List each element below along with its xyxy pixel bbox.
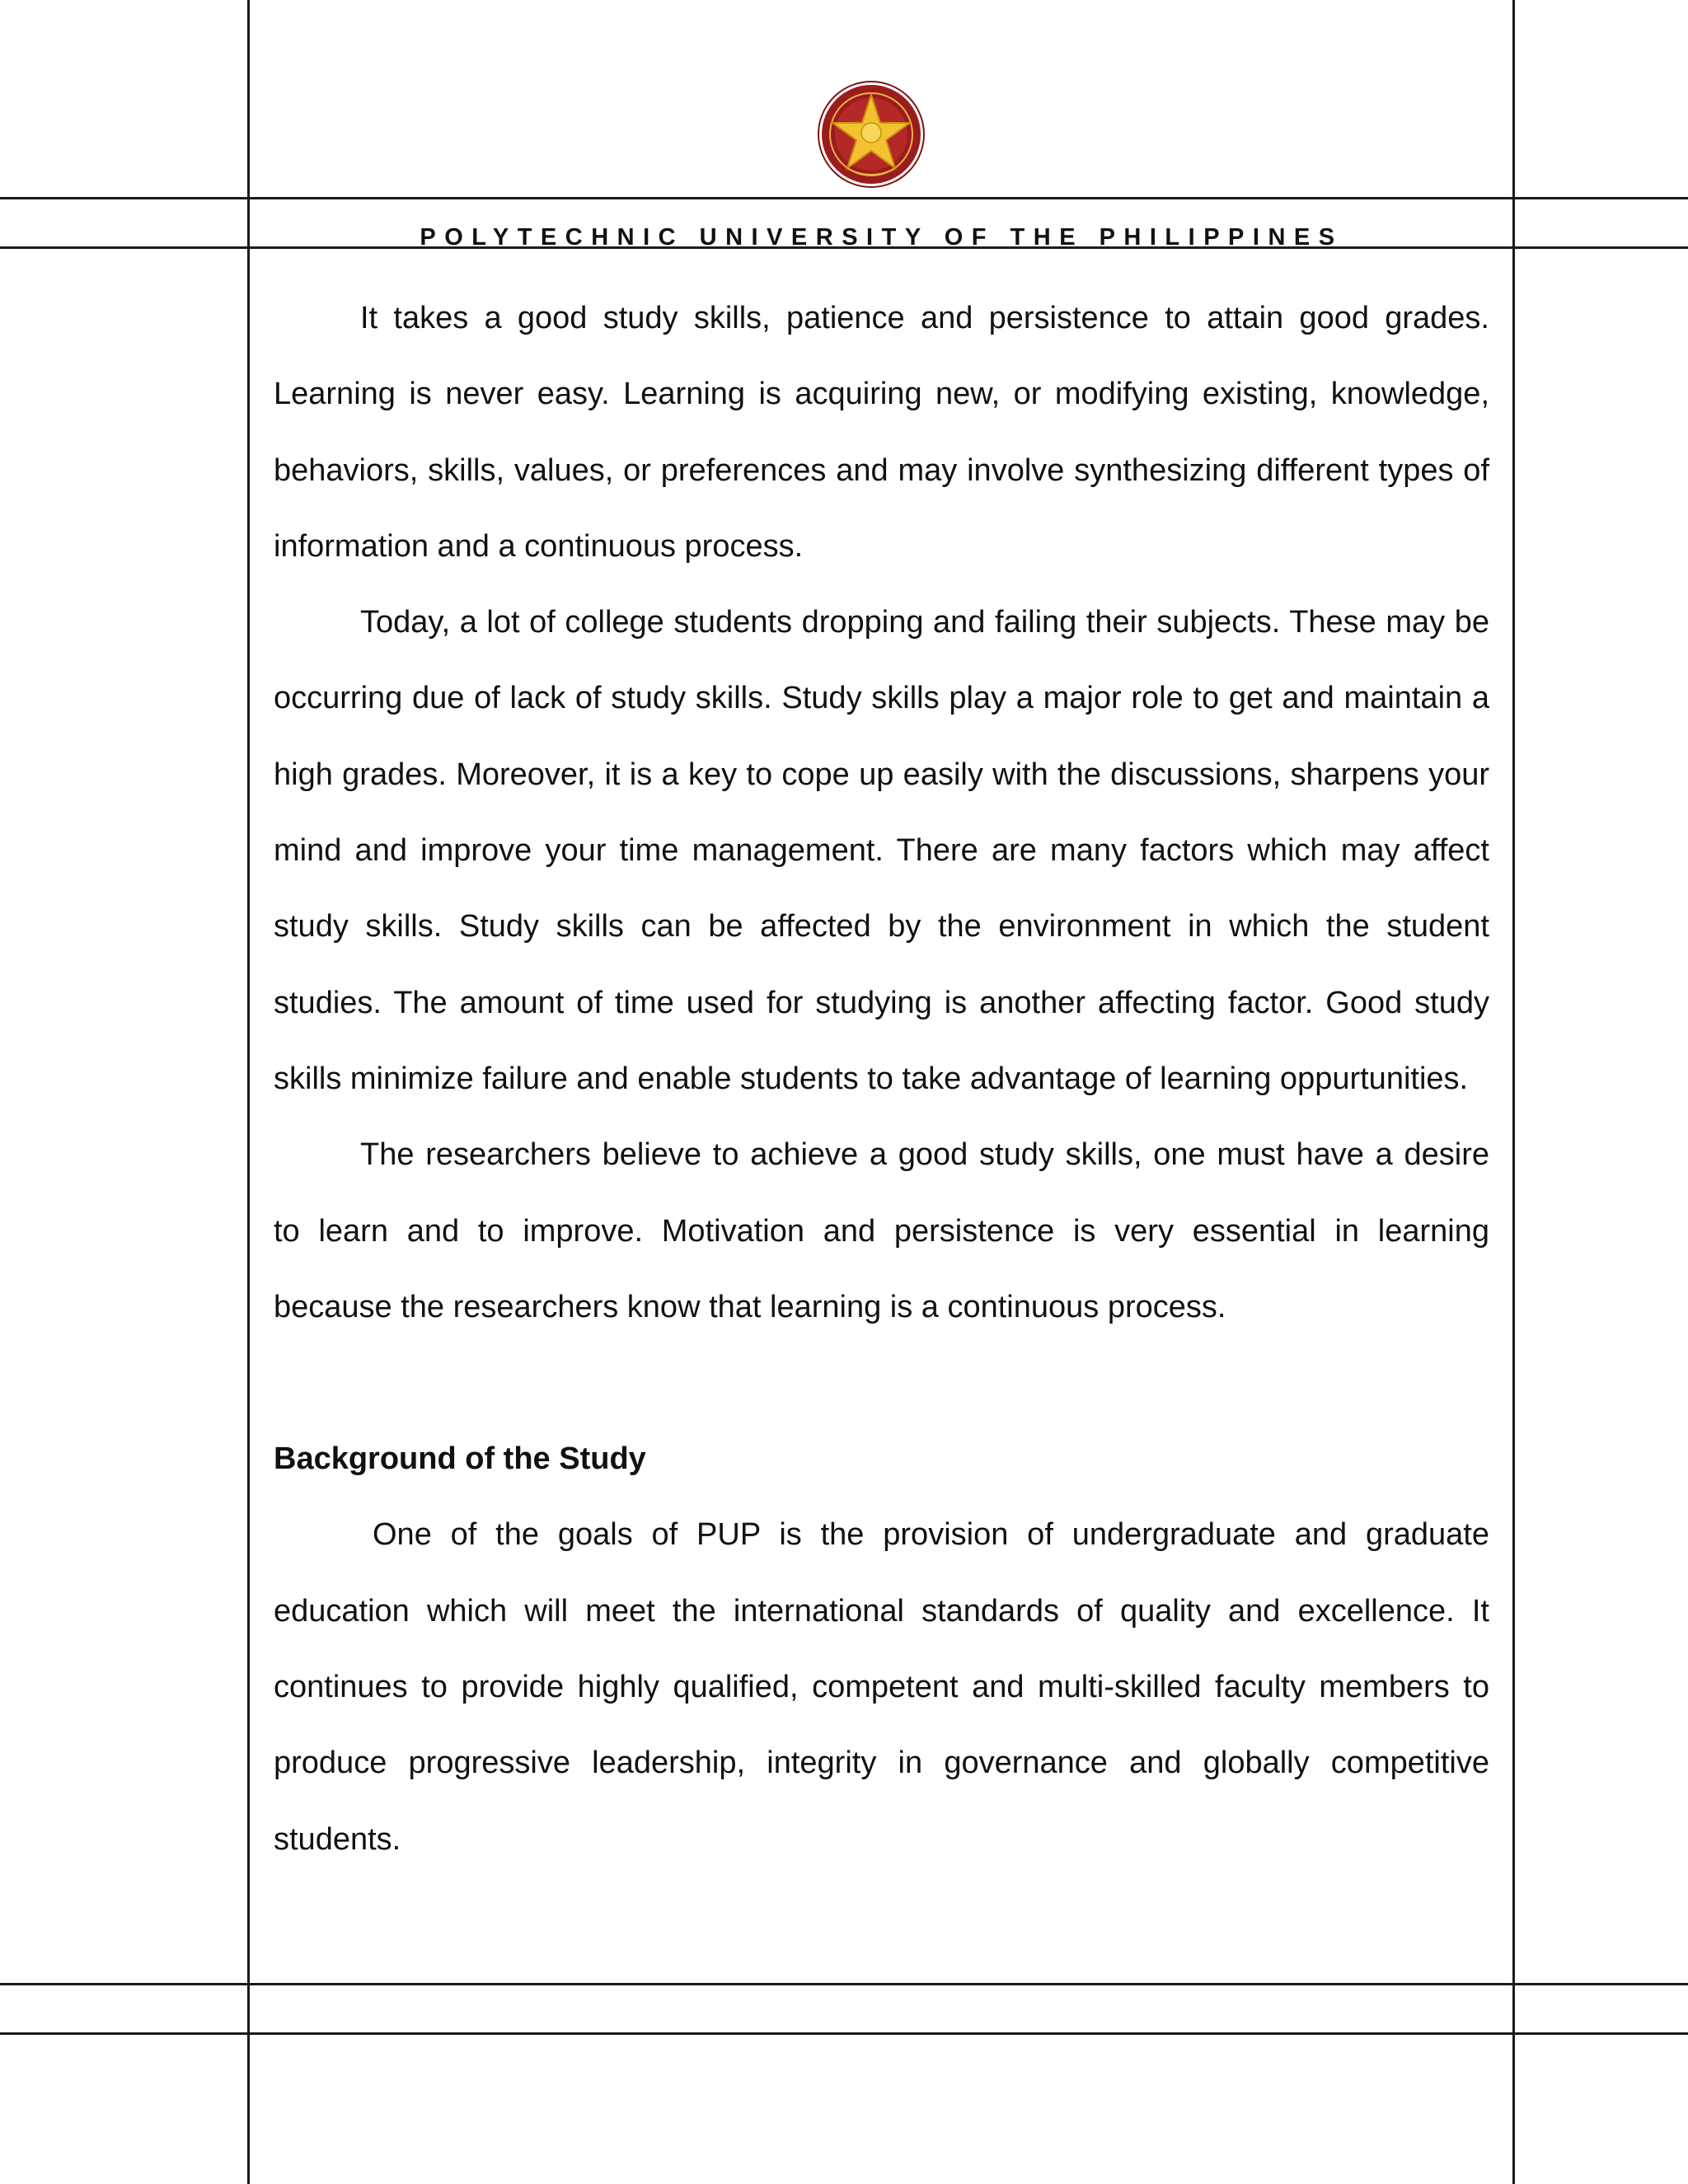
document-body bbox=[274, 280, 1489, 1877]
section-heading: Background of the Study bbox=[274, 1441, 646, 1477]
footer-bottom-line bbox=[0, 2032, 1688, 2035]
left-margin-line bbox=[247, 0, 250, 2184]
intro-paragraph-2: Today, a lot of college students dropping and failing their subjects. These may be occurring due of lack of study skills. Study skills play a major role to get and maintain a high grades. Moreover, it is a key to cope up easily with the discussions, sharpens your mind and improve your time management. There are many factors which may affect study skills. Study skills can be affected by the environment in which the student studies. The amount of time used for studying is another affecting factor. Good study skills minimize failure and enable students to take advantage of learning oppurtunities. bbox=[274, 605, 1489, 1096]
right-margin-line bbox=[1512, 0, 1515, 2184]
university-name: POLYTECHNIC UNIVERSITY OF THE PHILIPPINES bbox=[420, 224, 1343, 251]
pup-seal-icon bbox=[817, 80, 926, 189]
intro-paragraph-3: The researchers believe to achieve a good study skills, one must have a desire to learn and to improve. Motivation and persistence is very essential in learning because the researchers know that learning is a continuous process. bbox=[274, 1137, 1489, 1324]
footer-top-line bbox=[0, 1983, 1688, 1985]
intro-paragraph-1: It takes a good study skills, patience and persistence to attain good grades. Learning is never easy. Learning is acquiring new, or modifying existing, knowledge, behaviors, skills, values, or preferences and may involve synthesizing different types of information and a continuous process. bbox=[274, 301, 1489, 564]
header-top-line bbox=[0, 197, 1688, 199]
background-paragraph-1: One of the goals of PUP is the provision of undergraduate and graduate education which will meet the international standards of quality and excellence. It continues to provide highly qualified, competent and multi-skilled faculty members to produce progressive leadership, integrity in governance and globally competitive students. bbox=[274, 1517, 1489, 1857]
